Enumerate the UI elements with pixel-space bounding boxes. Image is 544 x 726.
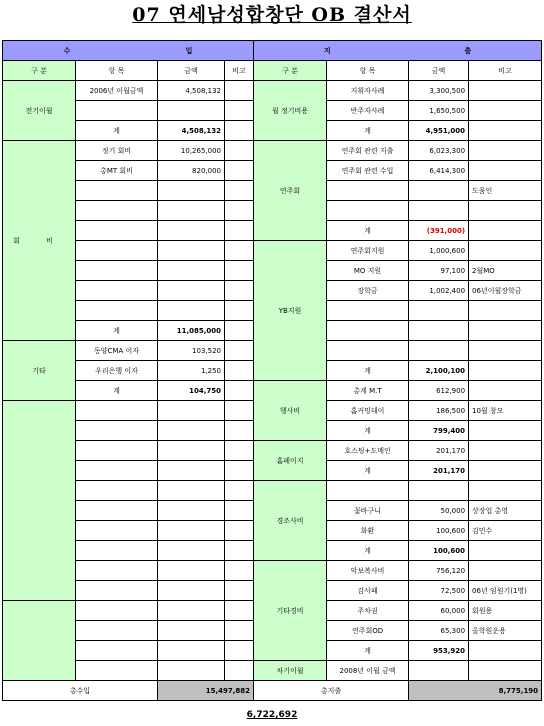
item-cell: 장학금 [327, 281, 409, 301]
empty-cell [76, 241, 158, 261]
empty-cell [327, 301, 409, 321]
empty-cell [225, 221, 254, 241]
category-homepage: 홈페이지 [254, 441, 327, 481]
category-empty [3, 401, 76, 601]
empty-cell [76, 281, 158, 301]
empty-cell [225, 121, 254, 141]
col-note: 비고 [225, 61, 254, 81]
empty-cell [327, 181, 409, 201]
amount-cell: 1,650,500 [409, 101, 469, 121]
item-cell: 연주회지원 [327, 241, 409, 261]
empty-cell [158, 481, 225, 501]
empty-cell [158, 521, 225, 541]
empty-cell [76, 421, 158, 441]
amount-cell: 820,000 [158, 161, 225, 181]
item-cell: 2006년 이월금액 [76, 81, 158, 101]
note-cell: 2월MO [469, 261, 542, 281]
category-nextcarry: 차기이월 [254, 661, 327, 681]
subtotal-label: 계 [327, 541, 409, 561]
col-amount: 금액 [409, 61, 469, 81]
empty-cell [409, 481, 469, 501]
item-cell: 주차권 [327, 601, 409, 621]
empty-cell [225, 541, 254, 561]
empty-cell [225, 481, 254, 501]
empty-cell [225, 641, 254, 661]
total-expense-value: 8,775,190 [409, 681, 542, 701]
amount-cell: 65,300 [409, 621, 469, 641]
item-cell: 꽃바구니 [327, 501, 409, 521]
empty-cell [225, 201, 254, 221]
empty-cell [225, 361, 254, 381]
empty-cell [225, 421, 254, 441]
subtotal-value: 4,508,132 [158, 121, 225, 141]
empty-cell [409, 301, 469, 321]
empty-cell [158, 561, 225, 581]
note-cell: 회원용 [469, 601, 542, 621]
empty-cell [76, 521, 158, 541]
income-header-right: 입 [185, 46, 193, 55]
subtotal-value: 953,920 [409, 641, 469, 661]
empty-cell [469, 461, 542, 481]
subtotal-label: 계 [327, 461, 409, 481]
empty-cell [469, 141, 542, 161]
balance-value: 6,722,692 [246, 710, 298, 720]
note-cell: 올학원운용 [469, 621, 542, 641]
subtotal-value: 2,100,100 [409, 361, 469, 381]
empty-cell [158, 241, 225, 261]
empty-cell [76, 661, 158, 681]
subtotal-label: 계 [327, 421, 409, 441]
empty-cell [469, 221, 542, 241]
empty-cell [469, 361, 542, 381]
category-condolence: 경조사비 [254, 481, 327, 561]
empty-cell [76, 401, 158, 421]
item-cell: 호스팅+도메인 [327, 441, 409, 461]
subtotal-label: 계 [327, 641, 409, 661]
amount-cell: 60,000 [409, 601, 469, 621]
empty-cell [469, 661, 542, 681]
amount-cell: 4,508,132 [158, 81, 225, 101]
empty-cell [76, 541, 158, 561]
expense-header-left: 지 [323, 46, 331, 55]
empty-cell [225, 301, 254, 321]
empty-cell [76, 261, 158, 281]
item-cell: 연주회OD [327, 621, 409, 641]
subtotal-value: 100,600 [409, 541, 469, 561]
category-yb: YB지원 [254, 241, 327, 381]
empty-cell [327, 481, 409, 501]
note-cell: 06년 임원기(1명) [469, 581, 542, 601]
note-cell [469, 241, 542, 261]
category-misc: 기타경비 [254, 561, 327, 661]
empty-cell [158, 441, 225, 461]
col-category: 구 분 [254, 61, 327, 81]
amount-cell: 72,500 [409, 581, 469, 601]
subtotal-label: 계 [76, 321, 158, 341]
item-cell: 동양CMA 이자 [76, 341, 158, 361]
subtotal-value: 4,951,000 [409, 121, 469, 141]
empty-cell [76, 441, 158, 461]
empty-cell [469, 541, 542, 561]
empty-cell [158, 101, 225, 121]
expense-header-right: 출 [464, 46, 472, 55]
subtotal-value: 799,400 [409, 421, 469, 441]
empty-cell [469, 321, 542, 341]
note-cell: 김민수 [469, 521, 542, 541]
subtotal-label: 계 [327, 121, 409, 141]
total-expense-label: 총지출 [254, 681, 409, 701]
note-cell: 06년이월장학금 [469, 281, 542, 301]
col-item: 항 목 [76, 61, 158, 81]
empty-cell [225, 501, 254, 521]
empty-cell [225, 141, 254, 161]
amount-cell: 186,500 [409, 401, 469, 421]
empty-cell [76, 501, 158, 521]
empty-cell [469, 101, 542, 121]
empty-cell [76, 601, 158, 621]
document-title: 07 연세남성합창단 OB 결산서 [132, 4, 412, 26]
empty-cell [225, 521, 254, 541]
empty-cell [225, 581, 254, 601]
empty-cell [76, 221, 158, 241]
empty-cell [469, 121, 542, 141]
empty-cell [469, 161, 542, 181]
empty-cell [327, 201, 409, 221]
item-cell: 총계 M.T [327, 381, 409, 401]
empty-cell [158, 621, 225, 641]
item-cell: 악보복사비 [327, 561, 409, 581]
amount-cell: 10,265,000 [158, 141, 225, 161]
empty-cell [158, 401, 225, 421]
empty-cell [225, 401, 254, 421]
item-cell: 지휘자사례 [327, 81, 409, 101]
empty-cell [158, 641, 225, 661]
subtotal-label: 계 [76, 121, 158, 141]
empty-cell [469, 301, 542, 321]
amount-cell: 1,250 [158, 361, 225, 381]
amount-cell: 1,000,600 [409, 241, 469, 261]
empty-cell [469, 381, 542, 401]
empty-cell [469, 561, 542, 581]
col-amount: 금액 [158, 61, 225, 81]
empty-cell [225, 341, 254, 361]
empty-cell [225, 241, 254, 261]
empty-cell [158, 201, 225, 221]
amount-cell: 6,414,300 [409, 161, 469, 181]
note-cell: 10월 창모 [469, 401, 542, 421]
document-title-bar [0, 0, 544, 34]
category-fees [3, 141, 76, 341]
settlement-table [2, 40, 542, 701]
empty-cell [158, 541, 225, 561]
empty-cell [225, 381, 254, 401]
empty-cell [469, 341, 542, 361]
amount-cell: 756,120 [409, 561, 469, 581]
amount-cell: 612,900 [409, 381, 469, 401]
category-monthly: 월 정기비용 [254, 81, 327, 141]
amount-cell: 97,100 [409, 261, 469, 281]
empty-cell [158, 601, 225, 621]
empty-cell [225, 321, 254, 341]
empty-cell [409, 661, 469, 681]
category-event: 행사비 [254, 381, 327, 441]
empty-cell [225, 461, 254, 481]
empty-cell [158, 281, 225, 301]
empty-cell [158, 221, 225, 241]
item-cell: 2008년 이월 금액 [327, 661, 409, 681]
empty-cell [225, 661, 254, 681]
expense-header [254, 41, 542, 61]
empty-cell [225, 281, 254, 301]
empty-cell [409, 341, 469, 361]
item-cell: 연주회 관련 수입 [327, 161, 409, 181]
subtotal-value: 104,750 [158, 381, 225, 401]
empty-cell [76, 181, 158, 201]
empty-cell [469, 441, 542, 461]
income-header-left: 수 [63, 46, 71, 55]
empty-cell [76, 621, 158, 641]
col-category: 구 분 [3, 61, 76, 81]
empty-cell [76, 301, 158, 321]
empty-cell [76, 481, 158, 501]
amount-cell: 6,023,300 [409, 141, 469, 161]
empty-cell [327, 321, 409, 341]
empty-cell [225, 181, 254, 201]
subtotal-value: 201,170 [409, 461, 469, 481]
item-cell: 총MT 회비 [76, 161, 158, 181]
empty-cell [225, 601, 254, 621]
col-note: 비고 [469, 61, 542, 81]
item-cell: 홈커밍데이 [327, 401, 409, 421]
empty-cell [469, 201, 542, 221]
empty-cell [327, 341, 409, 361]
empty-cell [225, 101, 254, 121]
empty-cell [76, 641, 158, 661]
category-etc: 기타 [3, 341, 76, 401]
amount-cell: 103,520 [158, 341, 225, 361]
empty-cell [158, 181, 225, 201]
subtotal-value: 11,085,000 [158, 321, 225, 341]
note-cell [469, 81, 542, 101]
total-income-value: 15,497,882 [158, 681, 254, 701]
income-header [3, 41, 254, 61]
empty-cell [225, 621, 254, 641]
category-carry: 전기이월 [3, 81, 76, 141]
item-cell: 화환 [327, 521, 409, 541]
subtotal-label: 계 [76, 381, 158, 401]
empty-cell [409, 181, 469, 201]
empty-cell [225, 441, 254, 461]
total-income-label: 총수입 [3, 681, 158, 701]
empty-cell [158, 301, 225, 321]
item-cell: 연주회 관련 지출 [327, 141, 409, 161]
category-fees-label: 회 비 [13, 236, 65, 245]
empty-cell [76, 461, 158, 481]
empty-cell [158, 261, 225, 281]
item-cell: MO 지원 [327, 261, 409, 281]
empty-cell [409, 201, 469, 221]
empty-cell [158, 661, 225, 681]
subtotal-label: 계 [327, 361, 409, 381]
empty-cell [158, 421, 225, 441]
empty-cell [76, 561, 158, 581]
empty-cell [225, 261, 254, 281]
category-empty [3, 601, 76, 681]
amount-cell: 3,300,500 [409, 81, 469, 101]
empty-cell [158, 501, 225, 521]
empty-cell [469, 421, 542, 441]
balance-line [0, 702, 544, 721]
category-concert: 연주회 [254, 141, 327, 241]
amount-cell: 201,170 [409, 441, 469, 461]
subtotal-value: (391,000) [409, 221, 469, 241]
item-cell: 우리은행 이자 [76, 361, 158, 381]
item-cell: 감사패 [327, 581, 409, 601]
note-cell [225, 81, 254, 101]
note-cell: 상장업 총영 [469, 501, 542, 521]
empty-cell [76, 581, 158, 601]
empty-cell [76, 101, 158, 121]
amount-cell: 50,000 [409, 501, 469, 521]
empty-cell [76, 201, 158, 221]
empty-cell [225, 161, 254, 181]
empty-cell [409, 321, 469, 341]
note-cell: 도움인 [469, 181, 542, 201]
item-cell: 반주자사례 [327, 101, 409, 121]
empty-cell [158, 581, 225, 601]
item-cell: 정기 회비 [76, 141, 158, 161]
empty-cell [469, 641, 542, 661]
amount-cell: 1,002,400 [409, 281, 469, 301]
col-item: 항 목 [327, 61, 409, 81]
empty-cell [469, 481, 542, 501]
amount-cell: 100,600 [409, 521, 469, 541]
subtotal-label: 계 [327, 221, 409, 241]
empty-cell [158, 461, 225, 481]
empty-cell [225, 561, 254, 581]
